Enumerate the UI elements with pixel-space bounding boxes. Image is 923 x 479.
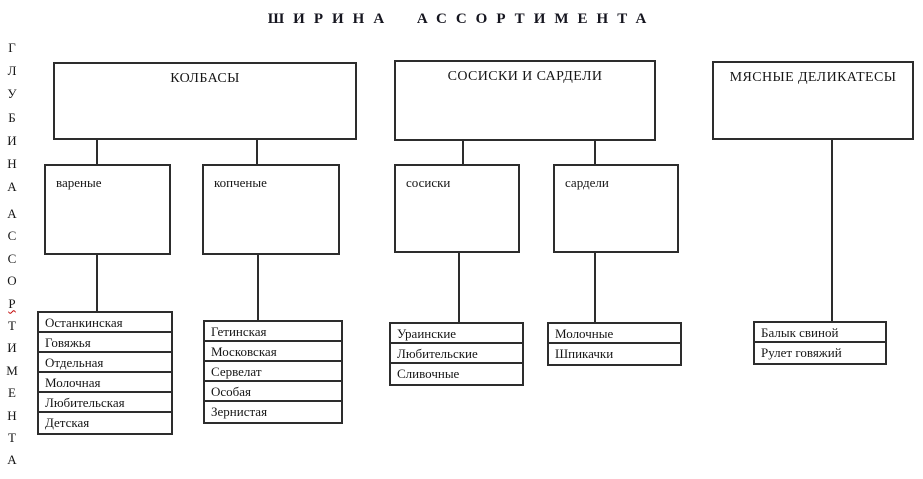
list-item: Сервелат [205, 362, 341, 382]
product-list-delikatesy [753, 321, 887, 365]
depth-axis-word1: Г Л У Б И Н А [7, 40, 17, 195]
product-list-sardeli [547, 322, 682, 366]
list-item: Сливочные [397, 366, 460, 381]
group-label: КОЛБАСЫ [170, 71, 240, 86]
subgroup-box-kopchenye [202, 164, 340, 255]
subgroup-box-sosiski [394, 164, 520, 253]
group-box-sosiski-i-sardeli [394, 60, 656, 141]
connector-delikatesy-list [831, 138, 833, 322]
subgroup-label: вареные [56, 175, 102, 190]
list-item: Отдельная [39, 353, 171, 373]
connector-kolbasy-kopchenye [256, 140, 258, 164]
subgroup-box-sardeli [553, 164, 679, 253]
subgroup-box-varenye [44, 164, 171, 255]
list-item: Балык свиной [755, 323, 885, 343]
list-item: Зернистая [211, 404, 268, 419]
group-box-kolbasy [53, 62, 357, 140]
list-item: Московская [205, 342, 341, 362]
connector-sosiskigroup-sardeli [594, 139, 596, 164]
list-item: Останкинская [39, 313, 171, 333]
subgroup-label: копченые [214, 175, 267, 190]
group-box-myasnye-delikatesy [712, 61, 914, 140]
subgroup-label: сардели [565, 175, 609, 190]
subgroup-label: сосиски [406, 175, 451, 190]
group-label: МЯСНЫЕ ДЕЛИКАТЕСЫ [729, 70, 897, 85]
depth-axis-word2: А С С О Р Т И М Е Н Т А [6, 206, 18, 468]
product-list-varenye [37, 311, 173, 435]
list-item: Особая [205, 382, 341, 402]
list-item: Рулет говяжий [761, 345, 842, 360]
connector-sosiskigroup-sosiski [462, 139, 464, 164]
product-list-kopchenye [203, 320, 343, 424]
connector-sosiski-list [458, 251, 460, 322]
list-item: Детская [45, 415, 90, 430]
product-list-sosiski [389, 322, 524, 386]
list-item: Молочные [549, 324, 680, 344]
connector-varenye-list [96, 253, 98, 311]
list-item: Шпикачки [555, 346, 614, 361]
list-item: Говяжья [39, 333, 171, 353]
list-item: Гетинская [205, 322, 341, 342]
connector-kolbasy-varenye [96, 140, 98, 164]
connector-kopchenye-list [257, 253, 259, 320]
group-label: СОСИСКИ И САРДЕЛИ [447, 69, 603, 84]
list-item: Молочная [39, 373, 171, 393]
diagram-title: ШИРИНА АССОРТИМЕНТА [267, 11, 656, 27]
connector-sardeli-list [594, 251, 596, 322]
list-item: Ураинские [391, 324, 522, 344]
list-item: Любительские [391, 344, 522, 364]
list-item: Любительская [39, 393, 171, 413]
